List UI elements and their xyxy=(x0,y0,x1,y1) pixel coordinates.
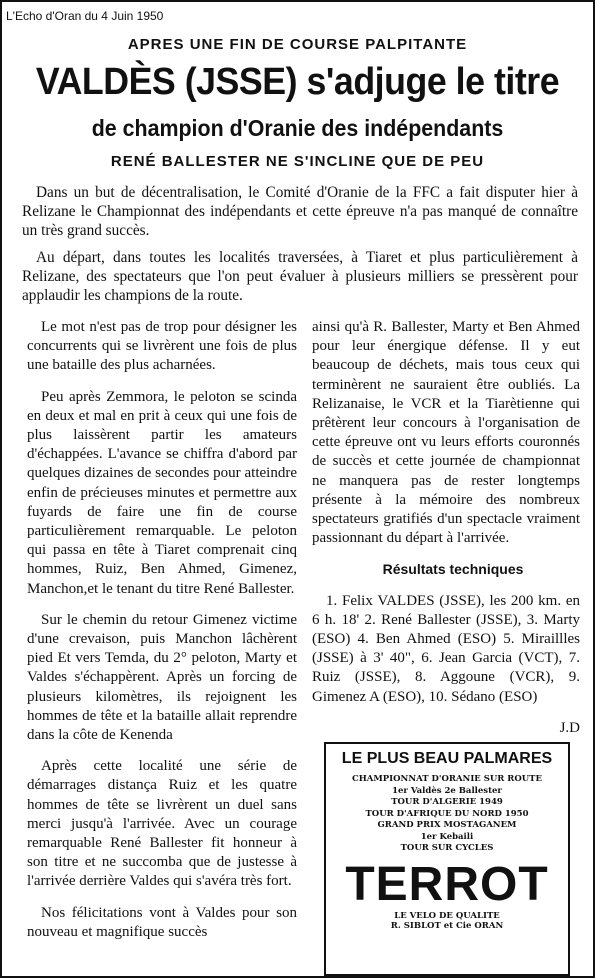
main-headline-line2: de champion d'Oranie des indépendants xyxy=(91,115,504,141)
article-paragraph: Après cette localité une série de démarrages distança Ruiz et les quatre hommes de tête se livrèrent un duel sans merci jusqu'à l'arrivée. Avec un courage remarquable René Ballester fit honneur à son titre et ne succomba que de justesse à l'arrivée derrière Valdes qui s'avéra très fort. xyxy=(27,758,297,890)
ad-line: TOUR SUR CYCLES xyxy=(400,843,494,853)
intro-paragraph: Au départ, dans toutes les localités traversées, à Tiaret et plus particulièrement à Relizane, des spectateurs que l'on peut évaluer à plusieurs milliers se pressèrent pour applaudir les champions de la route. xyxy=(22,249,578,304)
ad-title: LE PLUS BEAU PALMARES xyxy=(341,750,553,767)
ad-line: 1er Valdès 2e Ballester xyxy=(392,785,502,796)
article-paragraph: Peu après Zemmora, le peloton se scinda en deux et mal en prit à ceux qui une fois de plus laissèrent partir les amateurs d'échappées. L'avance se chiffra d'abord par quelques dizaines de secondes pour atteindre enfin de précieuses minutes et permettre aux fuyards de faire une fin de course particulièrement remarquable. Le peloton qui passa en tête à Tiaret comprenait cinq hommes, Ruiz, Ben Ahmed, Gimenez, Manchon,et le tenant du titre René Ballester. xyxy=(27,388,297,597)
source-line: L'Echo d'Oran du 4 Juin 1950 xyxy=(6,9,164,23)
ad-footer-line: LE VELO DE QUALITE xyxy=(394,910,500,921)
ad-line: 1er Kebaili xyxy=(420,831,474,842)
article-paragraph: Sur le chemin du retour Gimenez victime d'une crevaison, puis Manchon lâchèrent pied Et vers Temda, du 2° peloton, Marty et Valdes s'échappèrent. Après un forcing de plusieurs kilomètres, ils rejoignent les hommes de tête et la bataille allait reprendre dans la côte de Kenenda xyxy=(27,611,297,744)
results-list: 1. Felix VALDES (JSSE), les 200 km. en 6 h. 18' 2. René Ballester (JSSE), 3. Marty (ESO) 4. Ben Ahmed (ESO) 5. Miraillles (JSSE) à 3' 40", 6. Jean Garcia (VCT), 7. Ruiz (JSSE), 8. Aggoune (VCR), 9. Gimenez A (ESO), 10. Sédano (ESO) xyxy=(312,592,580,705)
ad-line: CHAMPIONNAT D'ORANIE SUR ROUTE xyxy=(351,774,542,784)
ad-line: TOUR D'ALGERIE 1949 xyxy=(391,797,503,807)
ad-palmares-list xyxy=(326,774,568,855)
article-paragraph: ainsi qu'à R. Ballester, Marty et Ben Ahmed pour leur énergique défense. Il y eut beaucoup de déchets, mais tous ceux qui terminèrent ne sauraient être oubliés. La Relizanaise, le VCR et la Tiarètienne qui prêtèrent leur concours à l'organisation de cette épreuve ont vu leurs efforts couronnés de succès et cette journée de championnat ne manquera pas de rester longtemps présente à la mémoire des nombreux spectateurs gratifiés d'un spectacle vraiment passionnant du départ à l'arrivée. xyxy=(312,319,580,547)
subheadline: RENÉ BALLESTER NE S'INCLINE QUE DE PEU xyxy=(110,153,485,170)
ad-footer xyxy=(326,911,568,931)
ad-footer-line: R. SIBLOT et Cie ORAN xyxy=(390,920,504,931)
intro-paragraph: Dans un but de décentralisation, le Comité d'Oranie de la FFC a fait disputer hier à Relizane le Championnat des indépendants et cette épreuve n'a pas manqué de connaître un très grand succès. xyxy=(22,184,578,239)
article-paragraph: Le mot n'est pas de trop pour désigner les concurrents qui se livrèrent une fois de plus une bataille des plus acharnées. xyxy=(27,319,297,374)
main-headline: VALDÈS (JSSE) s'adjuge le titre xyxy=(35,61,560,103)
kicker-headline: APRES UNE FIN DE COURSE PALPITANTE xyxy=(127,36,468,53)
results-title: Résultats techniques xyxy=(382,561,524,578)
right-column xyxy=(312,318,580,750)
article-paragraph: Nos félicitations vont à Valdes pour son nouveau et magnifique succès xyxy=(27,904,297,940)
left-column xyxy=(27,318,297,954)
author-signature: J.D xyxy=(559,719,580,736)
intro-block xyxy=(22,183,578,313)
ad-brand-logo: TERROT xyxy=(345,857,549,911)
terrot-advertisement xyxy=(324,742,570,976)
ad-line: GRAND PRIX MOSTAGANEM xyxy=(377,820,517,830)
ad-line: TOUR D'AFRIQUE DU NORD 1950 xyxy=(365,808,529,819)
